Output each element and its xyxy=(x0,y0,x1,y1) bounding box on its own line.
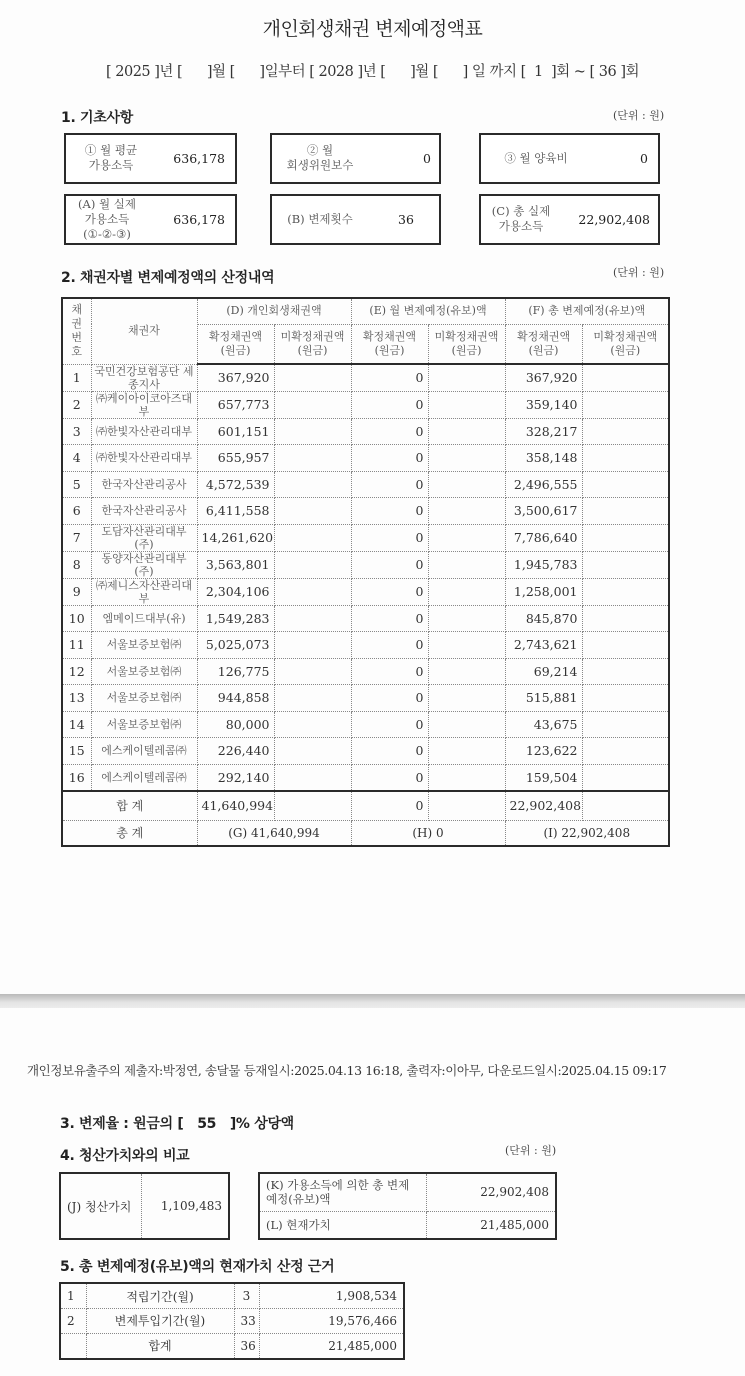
amount-f-unconfirmed xyxy=(582,632,669,659)
amount-d-unconfirmed xyxy=(274,711,351,738)
creditor-no: 16 xyxy=(62,764,91,791)
amount-d-confirmed: 1,549,283 xyxy=(197,605,274,632)
amount-e-confirmed: 0 xyxy=(351,685,428,712)
creditor-name: 서울보증보험㈜ xyxy=(91,685,197,712)
amount-e-unconfirmed xyxy=(428,578,505,605)
l-label: (L) 현재가치 xyxy=(259,1211,426,1239)
amount-d-confirmed: 4,572,539 xyxy=(197,471,274,498)
box-value: 36 xyxy=(398,212,414,227)
amount-f-confirmed: 359,140 xyxy=(505,391,582,418)
creditor-no: 14 xyxy=(62,711,91,738)
amount-e-unconfirmed xyxy=(428,418,505,445)
subtotal-row xyxy=(62,791,669,821)
creditor-no: 9 xyxy=(62,578,91,605)
l-value: 21,485,000 xyxy=(426,1211,556,1239)
amount-d-confirmed: 944,858 xyxy=(197,685,274,712)
amount-d-confirmed: 3,563,801 xyxy=(197,551,274,578)
box-label: (B) 변제횟수 xyxy=(287,212,353,226)
box-label: 가용소득 xyxy=(84,212,130,226)
box-label: ① 월 평균 xyxy=(84,143,138,157)
section2-unit: (단위 : 원) xyxy=(613,266,665,279)
box-value: 22,902,408 xyxy=(578,212,650,227)
amount-d-confirmed: 601,151 xyxy=(197,418,274,445)
amount-e-confirmed: 0 xyxy=(351,605,428,632)
amount-d-unconfirmed xyxy=(274,764,351,791)
creditor-no: 10 xyxy=(62,605,91,632)
amount-d-unconfirmed xyxy=(274,605,351,632)
amount-d-unconfirmed xyxy=(274,391,351,418)
amount-f-unconfirmed xyxy=(582,524,669,551)
box-label: 회생위원보수 xyxy=(286,158,354,172)
basic-box-actual-income xyxy=(64,194,237,245)
pv-row-months: 36 xyxy=(234,1333,259,1359)
amount-d-unconfirmed xyxy=(274,418,351,445)
creditor-name: ㈜한빛자산관리대부 xyxy=(91,418,197,445)
header-e-unconfirmed: 미확정채권액 (원금) xyxy=(428,324,505,364)
grand-total-h: (H) 0 xyxy=(351,821,505,846)
pv-row-months: 3 xyxy=(234,1283,259,1309)
amount-f-confirmed: 367,920 xyxy=(505,364,582,391)
amount-e-unconfirmed xyxy=(428,764,505,791)
amount-e-confirmed: 0 xyxy=(351,391,428,418)
header-f-unconfirmed: 미확정채권액 (원금) xyxy=(582,324,669,364)
k-label: (K) 가용소득에 의한 총 변제 예정(유보)액 xyxy=(259,1173,426,1211)
amount-e-unconfirmed xyxy=(428,632,505,659)
amount-f-unconfirmed xyxy=(582,551,669,578)
amount-e-unconfirmed xyxy=(428,364,505,391)
basic-box-monthly-avg-income xyxy=(64,133,237,184)
amount-f-confirmed: 43,675 xyxy=(505,711,582,738)
amount-e-confirmed: 0 xyxy=(351,632,428,659)
box-label: (A) 월 실제 xyxy=(78,197,136,211)
amount-e-confirmed: 0 xyxy=(351,738,428,765)
amount-e-confirmed: 0 xyxy=(351,445,428,472)
header-creditor-no: 채권 번호 xyxy=(62,298,91,364)
creditor-no: 4 xyxy=(62,445,91,472)
amount-d-confirmed: 657,773 xyxy=(197,391,274,418)
amount-f-unconfirmed xyxy=(582,711,669,738)
amount-f-confirmed: 2,496,555 xyxy=(505,471,582,498)
amount-f-unconfirmed xyxy=(582,685,669,712)
amount-f-confirmed: 515,881 xyxy=(505,685,582,712)
amount-f-confirmed: 2,743,621 xyxy=(505,632,582,659)
amount-d-unconfirmed xyxy=(274,685,351,712)
amount-d-confirmed: 367,920 xyxy=(197,364,274,391)
creditor-name: ㈜제니스자산관리대부 xyxy=(91,578,197,605)
box-label: ③ 월 양육비 xyxy=(504,151,568,165)
amount-f-unconfirmed xyxy=(582,418,669,445)
amount-f-confirmed: 1,258,001 xyxy=(505,578,582,605)
k-value: 22,902,408 xyxy=(426,1173,556,1211)
amount-f-confirmed: 328,217 xyxy=(505,418,582,445)
amount-f-confirmed: 358,148 xyxy=(505,445,582,472)
section1-unit: (단위 : 원) xyxy=(613,109,665,122)
amount-f-confirmed: 845,870 xyxy=(505,605,582,632)
box-label: 가용소득 xyxy=(498,219,544,233)
amount-f-unconfirmed xyxy=(582,445,669,472)
section5-heading: 5. 총 변제예정(유보)액의 현재가치 산정 근거 xyxy=(60,1259,335,1275)
creditor-name: 도담자산관리대부(주) xyxy=(91,524,197,551)
liquidation-value: 1,109,483 xyxy=(141,1173,229,1239)
box-label: ② 월 xyxy=(306,143,334,157)
creditor-name: ㈜한빛자산관리대부 xyxy=(91,445,197,472)
creditor-no: 13 xyxy=(62,685,91,712)
amount-e-unconfirmed xyxy=(428,498,505,525)
amount-f-confirmed: 3,500,617 xyxy=(505,498,582,525)
pv-row-no xyxy=(60,1333,86,1359)
amount-f-unconfirmed xyxy=(582,764,669,791)
pv-row-amount: 1,908,534 xyxy=(259,1283,404,1309)
amount-d-unconfirmed xyxy=(274,738,351,765)
amount-e-unconfirmed xyxy=(428,524,505,551)
amount-d-confirmed: 80,000 xyxy=(197,711,274,738)
pv-row-amount: 21,485,000 xyxy=(259,1333,404,1359)
download-watermark-note: 개인정보유출주의 제출자:박정연, 송달물 등재일시:2025.04.13 16:18, 출력자:이아무, 다운로드일시:2025.04.15 09:17 xyxy=(27,1063,667,1078)
grand-total-label: 총 계 xyxy=(62,821,197,846)
box-value: 636,178 xyxy=(173,151,225,166)
amount-e-confirmed: 0 xyxy=(351,658,428,685)
creditor-no: 3 xyxy=(62,418,91,445)
pv-row-no: 2 xyxy=(60,1309,86,1334)
amount-e-unconfirmed xyxy=(428,551,505,578)
creditor-name: 에스케이텔레콤㈜ xyxy=(91,738,197,765)
box-value: 0 xyxy=(423,151,431,166)
creditor-no: 11 xyxy=(62,632,91,659)
amount-e-unconfirmed xyxy=(428,471,505,498)
present-value-basis-table xyxy=(59,1282,405,1360)
amount-e-confirmed: 0 xyxy=(351,764,428,791)
header-group-d: (D) 개인회생채권액 xyxy=(197,298,351,324)
grand-total-g: (G) 41,640,994 xyxy=(197,821,351,846)
amount-f-confirmed: 69,214 xyxy=(505,658,582,685)
section1-heading: 1. 기초사항 xyxy=(61,110,133,126)
amount-e-confirmed: 0 xyxy=(351,524,428,551)
amount-f-confirmed: 7,786,640 xyxy=(505,524,582,551)
creditor-no: 7 xyxy=(62,524,91,551)
basic-box-repayment-count xyxy=(270,194,441,245)
creditor-repayment-table xyxy=(61,297,670,847)
amount-d-unconfirmed xyxy=(274,445,351,472)
creditor-no: 15 xyxy=(62,738,91,765)
amount-e-unconfirmed xyxy=(428,711,505,738)
header-creditor: 채권자 xyxy=(91,298,197,364)
creditor-row xyxy=(62,391,669,418)
creditor-name: 엠메이드대부(유) xyxy=(91,605,197,632)
amount-f-confirmed: 123,622 xyxy=(505,738,582,765)
pv-row-amount: 19,576,466 xyxy=(259,1309,404,1334)
box-value: 636,178 xyxy=(173,212,225,227)
amount-d-confirmed: 655,957 xyxy=(197,445,274,472)
subtotal-d-confirmed: 41,640,994 xyxy=(197,791,274,821)
amount-f-unconfirmed xyxy=(582,471,669,498)
amount-e-confirmed: 0 xyxy=(351,551,428,578)
creditor-row xyxy=(62,471,669,498)
header-d-unconfirmed: 미확정채권액 (원금) xyxy=(274,324,351,364)
section4-unit: (단위 : 원) xyxy=(505,1144,557,1157)
amount-d-confirmed: 14,261,620 xyxy=(197,524,274,551)
subtotal-f-unconfirmed xyxy=(582,791,669,821)
creditor-name: ㈜케이아이코아즈대부 xyxy=(91,391,197,418)
box-value: 0 xyxy=(640,151,648,166)
box-label: (①-②-③) xyxy=(83,227,131,241)
amount-f-unconfirmed xyxy=(582,391,669,418)
pv-row-label: 합계 xyxy=(86,1333,234,1359)
creditor-row xyxy=(62,605,669,632)
subtotal-f-confirmed: 22,902,408 xyxy=(505,791,582,821)
header-group-e: (E) 월 변제예정(유보)액 xyxy=(351,298,505,324)
creditor-row xyxy=(62,445,669,472)
section2-heading: 2. 채권자별 변제예정액의 산정내역 xyxy=(61,270,275,286)
amount-e-unconfirmed xyxy=(428,605,505,632)
amount-d-confirmed: 5,025,073 xyxy=(197,632,274,659)
amount-f-unconfirmed xyxy=(582,578,669,605)
amount-d-unconfirmed xyxy=(274,578,351,605)
creditor-no: 6 xyxy=(62,498,91,525)
creditor-row xyxy=(62,764,669,791)
page-separator xyxy=(0,994,745,1008)
creditor-no: 8 xyxy=(62,551,91,578)
amount-f-unconfirmed xyxy=(582,605,669,632)
pv-row-label: 적립기간(월) xyxy=(86,1283,234,1309)
amount-f-confirmed: 1,945,783 xyxy=(505,551,582,578)
amount-d-confirmed: 226,440 xyxy=(197,738,274,765)
amount-f-unconfirmed xyxy=(582,364,669,391)
pv-row xyxy=(60,1309,404,1334)
creditor-row xyxy=(62,685,669,712)
amount-e-unconfirmed xyxy=(428,738,505,765)
creditor-name: 국민건강보험공단 세종지사 xyxy=(91,364,197,391)
subtotal-e-confirmed: 0 xyxy=(351,791,428,821)
amount-d-unconfirmed xyxy=(274,551,351,578)
amount-e-confirmed: 0 xyxy=(351,578,428,605)
amount-d-unconfirmed xyxy=(274,632,351,659)
amount-e-unconfirmed xyxy=(428,445,505,472)
amount-d-unconfirmed xyxy=(274,364,351,391)
amount-d-unconfirmed xyxy=(274,658,351,685)
amount-d-confirmed: 2,304,106 xyxy=(197,578,274,605)
creditor-name: 한국자산관리공사 xyxy=(91,471,197,498)
amount-e-confirmed: 0 xyxy=(351,711,428,738)
creditor-no: 5 xyxy=(62,471,91,498)
subtotal-e-unconfirmed xyxy=(428,791,505,821)
creditor-no: 12 xyxy=(62,658,91,685)
pv-row xyxy=(60,1283,404,1309)
box-label: (C) 총 실제 xyxy=(491,204,551,218)
pv-row-label: 변제투입기간(월) xyxy=(86,1309,234,1334)
present-value-comparison-table xyxy=(258,1172,557,1240)
creditor-row xyxy=(62,738,669,765)
amount-e-confirmed: 0 xyxy=(351,364,428,391)
pv-row-no: 1 xyxy=(60,1283,86,1309)
grand-total-row xyxy=(62,821,669,846)
amount-d-confirmed: 126,775 xyxy=(197,658,274,685)
amount-e-unconfirmed xyxy=(428,391,505,418)
section3-heading: 3. 변제율 : 원금의 [ 55 ]% 상당액 xyxy=(60,1116,294,1132)
amount-e-unconfirmed xyxy=(428,685,505,712)
amount-d-unconfirmed xyxy=(274,471,351,498)
amount-f-unconfirmed xyxy=(582,658,669,685)
document-title: 개인회생채권 변제예정액표 xyxy=(262,18,483,40)
amount-f-unconfirmed xyxy=(582,498,669,525)
creditor-row xyxy=(62,578,669,605)
pv-row xyxy=(60,1333,404,1359)
creditor-no: 1 xyxy=(62,364,91,391)
grand-total-i: (I) 22,902,408 xyxy=(505,821,669,846)
creditor-name: 서울보증보험㈜ xyxy=(91,658,197,685)
header-f-confirmed: 확정채권액 (원금) xyxy=(505,324,582,364)
creditor-row xyxy=(62,711,669,738)
amount-e-confirmed: 0 xyxy=(351,418,428,445)
amount-d-confirmed: 6,411,558 xyxy=(197,498,274,525)
box-label: 가용소득 xyxy=(88,158,134,172)
amount-d-confirmed: 292,140 xyxy=(197,764,274,791)
header-group-f: (F) 총 변제예정(유보)액 xyxy=(505,298,669,324)
creditor-row xyxy=(62,551,669,578)
creditor-row xyxy=(62,498,669,525)
creditor-name: 서울보증보험㈜ xyxy=(91,632,197,659)
amount-f-confirmed: 159,504 xyxy=(505,764,582,791)
creditor-row xyxy=(62,364,669,391)
basic-box-trustee-fee xyxy=(270,133,441,184)
amount-d-unconfirmed xyxy=(274,524,351,551)
subtotal-d-unconfirmed xyxy=(274,791,351,821)
header-e-confirmed: 확정채권액 (원금) xyxy=(351,324,428,364)
amount-f-unconfirmed xyxy=(582,738,669,765)
creditor-name: 한국자산관리공사 xyxy=(91,498,197,525)
pv-row-months: 33 xyxy=(234,1309,259,1334)
basic-box-child-support xyxy=(479,133,660,184)
subtotal-label: 합 계 xyxy=(62,791,197,821)
creditor-name: 서울보증보험㈜ xyxy=(91,711,197,738)
liquidation-value-table xyxy=(59,1172,230,1240)
creditor-row xyxy=(62,524,669,551)
basic-box-total-income xyxy=(479,194,660,245)
amount-d-unconfirmed xyxy=(274,498,351,525)
creditor-row xyxy=(62,658,669,685)
creditor-name: 에스케이텔레콤㈜ xyxy=(91,764,197,791)
amount-e-unconfirmed xyxy=(428,658,505,685)
repayment-period: [ 2025 ]년 [ ]월 [ ]일부터 [ 2028 ]년 [ ]월 [ ] 일 까지 [ 1 ]회 ~ [ 36 ]회 xyxy=(105,64,640,80)
creditor-no: 2 xyxy=(62,391,91,418)
amount-e-confirmed: 0 xyxy=(351,498,428,525)
liquidation-label: (J) 청산가치 xyxy=(60,1173,141,1239)
creditor-row xyxy=(62,418,669,445)
creditor-name: 동양자산관리대부(주) xyxy=(91,551,197,578)
amount-e-confirmed: 0 xyxy=(351,471,428,498)
creditor-row xyxy=(62,632,669,659)
section4-heading: 4. 청산가치와의 비교 xyxy=(60,1148,190,1164)
header-d-confirmed: 확정채권액 (원금) xyxy=(197,324,274,364)
